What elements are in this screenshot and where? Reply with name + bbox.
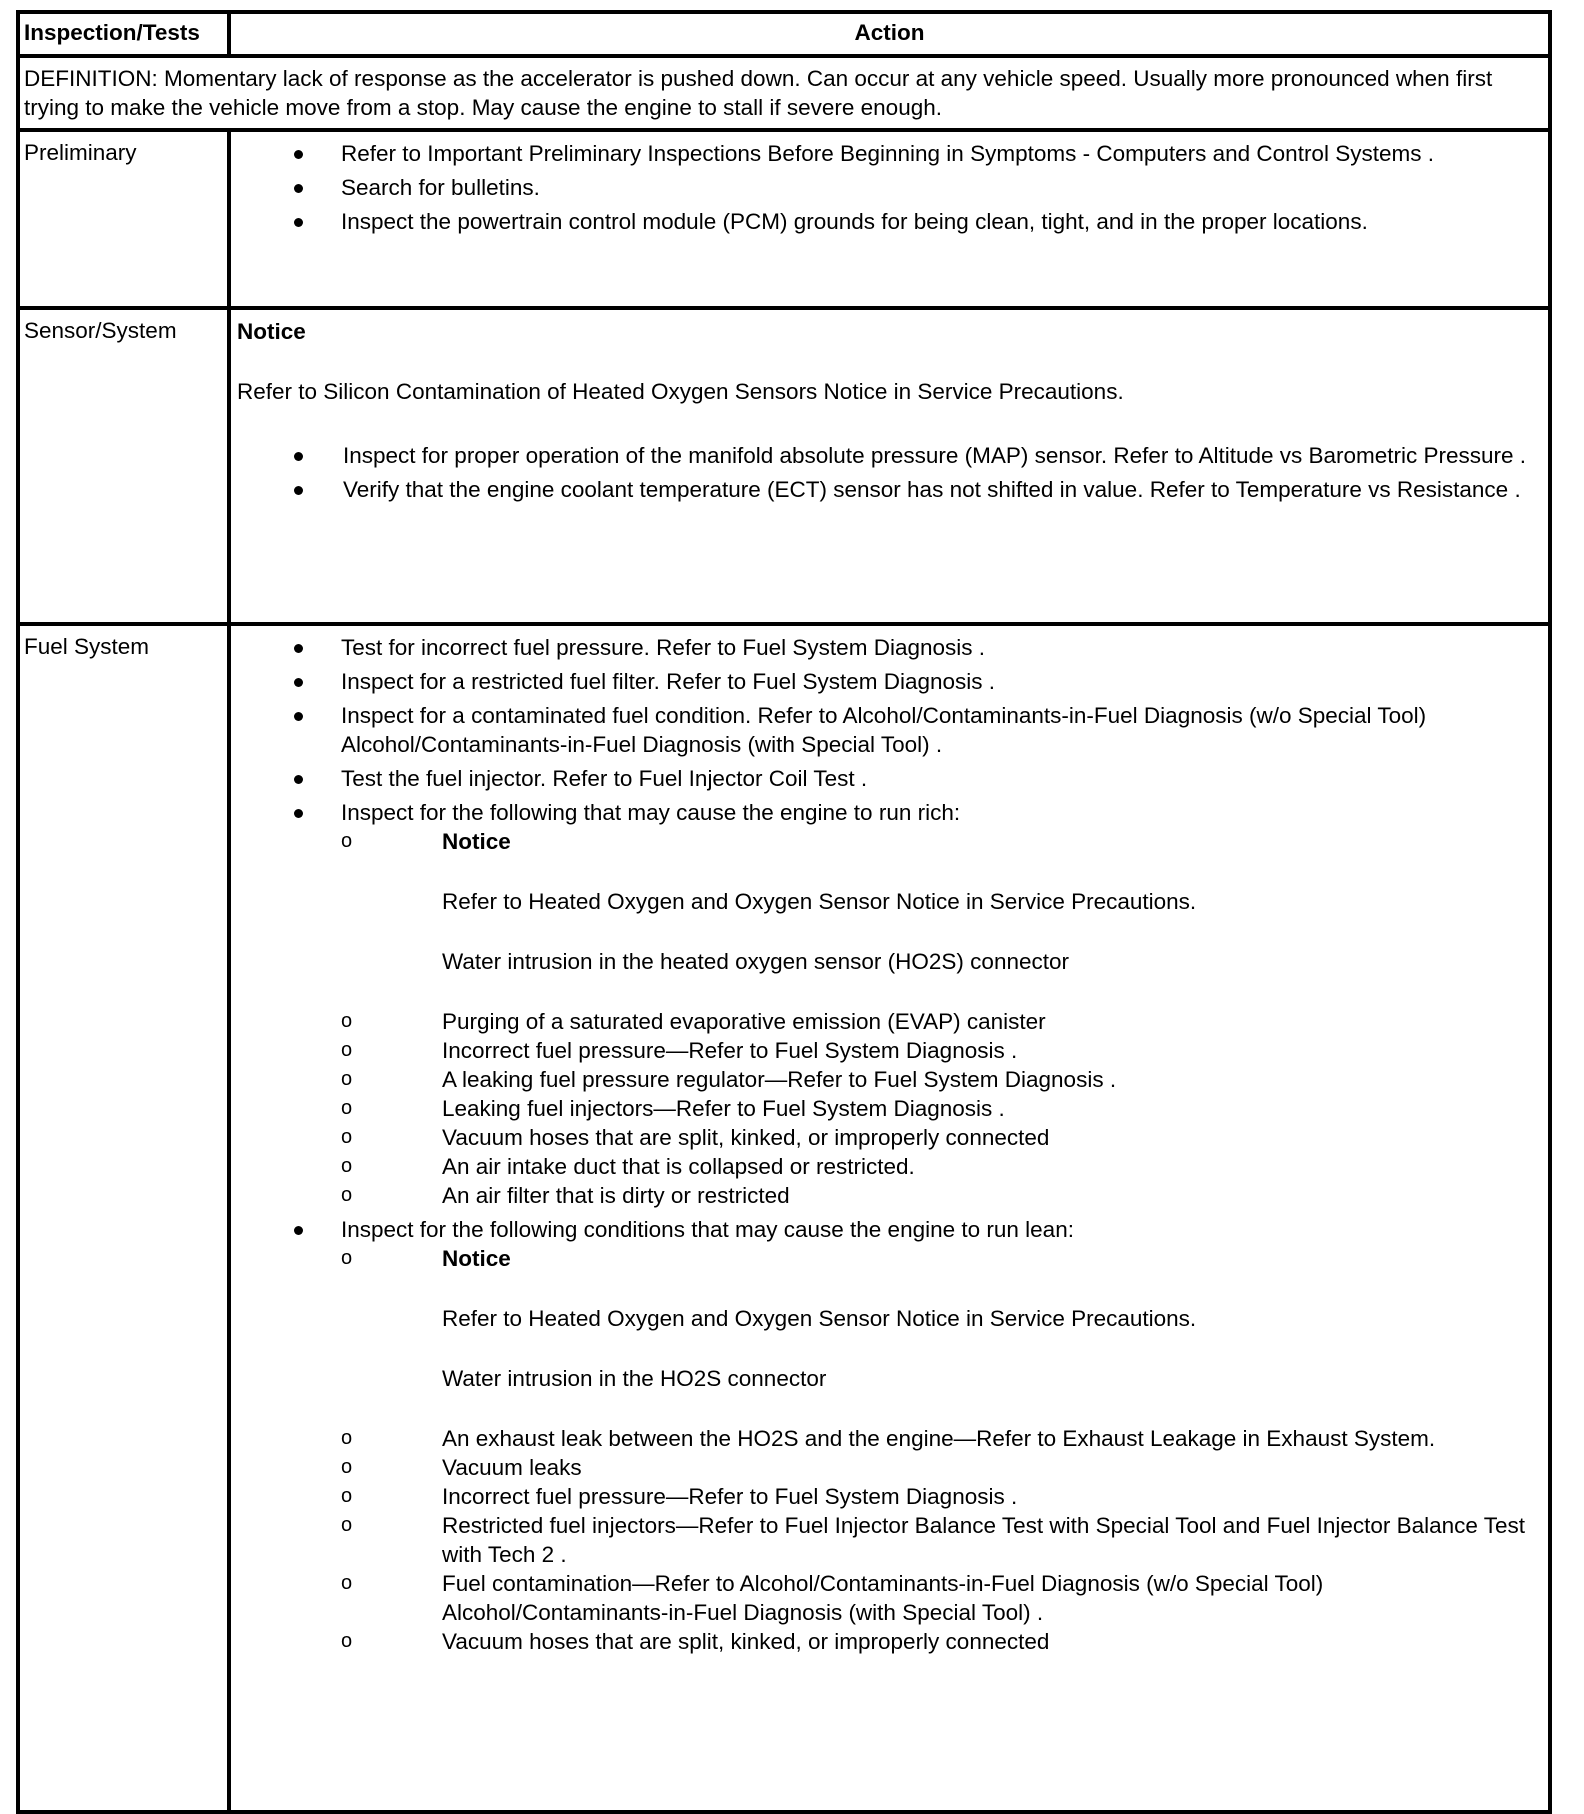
sublist-item <box>341 827 1528 1007</box>
sublist-item: o Incorrect fuel pressure—Refer to Fuel System Diagnosis . <box>341 1036 1528 1065</box>
sublist-item: o Fuel contamination—Refer to Alcohol/Contaminants-in-Fuel Diagnosis (w/o Special Tool) Alcohol/Contaminants-in-Fuel Diagnosis (with Special Tool) . <box>341 1569 1528 1627</box>
sublist-item: o A leaking fuel pressure regulator—Refer to Fuel System Diagnosis . <box>341 1065 1528 1094</box>
sublist-item: o An air intake duct that is collapsed or restricted. <box>341 1152 1528 1181</box>
sublist-item: o An air filter that is dirty or restricted <box>341 1181 1528 1210</box>
list-item: Refer to Important Preliminary Inspections Before Beginning in Symptoms - Computers and Control Systems . <box>237 139 1528 168</box>
sublist-item: o Restricted fuel injectors—Refer to Fuel Injector Balance Test with Special Tool and Fuel Injector Balance Test with Tech 2 . <box>341 1511 1528 1569</box>
fuel-list <box>237 633 1528 1656</box>
fuel-system-row <box>18 624 1550 1812</box>
sensor-list <box>237 441 1528 504</box>
fuel-system-label: Fuel System <box>18 624 229 1812</box>
definition-text: DEFINITION: Momentary lack of response as the accelerator is pushed down. Can occur at any vehicle speed. Usually more pronounced when first trying to make the vehicle move from a stop. May cause the engine to stall if severe enough. <box>18 56 1550 130</box>
rich-sublist <box>341 827 1528 1210</box>
header-row <box>18 12 1550 56</box>
notice-item: Water intrusion in the HO2S connector <box>442 1366 827 1391</box>
sublist-item: o Vacuum hoses that are split, kinked, or improperly connected <box>341 1627 1528 1656</box>
list-item: Test for incorrect fuel pressure. Refer to Fuel System Diagnosis . <box>237 633 1528 662</box>
sublist-item: o Vacuum leaks <box>341 1453 1528 1482</box>
notice-text: Refer to Heated Oxygen and Oxygen Sensor Notice in Service Precautions. <box>442 889 1197 914</box>
rich-intro: Inspect for the following that may cause the engine to run rich: <box>341 800 961 825</box>
notice-item: Water intrusion in the heated oxygen sensor (HO2S) connector <box>442 949 1069 974</box>
notice-text: Refer to Heated Oxygen and Oxygen Sensor Notice in Service Precautions. <box>442 1306 1197 1331</box>
header-inspection-tests: Inspection/Tests <box>18 12 229 56</box>
sublist-item: o Purging of a saturated evaporative emission (EVAP) canister <box>341 1007 1528 1036</box>
fuel-system-action <box>229 624 1550 1812</box>
lean-intro: Inspect for the following conditions that may cause the engine to run lean: <box>341 1217 1074 1242</box>
notice-title: o Notice <box>442 829 511 854</box>
notice-text: Refer to Silicon Contamination of Heated Oxygen Sensors Notice in Service Precautions. <box>237 379 1124 404</box>
list-item: Search for bulletins. <box>237 173 1528 202</box>
preliminary-list <box>237 139 1528 236</box>
lean-sublist <box>341 1244 1528 1656</box>
sensor-system-action <box>229 308 1550 624</box>
list-item: Inspect the powertrain control module (PCM) grounds for being clean, tight, and in the proper locations. <box>237 207 1528 236</box>
notice-title: Notice <box>237 319 306 344</box>
sensor-system-label: Sensor/System <box>18 308 229 624</box>
header-action: Action <box>229 12 1550 56</box>
list-item: Test the fuel injector. Refer to Fuel Injector Coil Test . <box>237 764 1528 793</box>
definition-row <box>18 56 1550 130</box>
sublist-item: o Leaking fuel injectors—Refer to Fuel System Diagnosis . <box>341 1094 1528 1123</box>
sublist-item <box>341 1244 1528 1424</box>
lean-conditions-item <box>237 1215 1528 1656</box>
notice-title: o Notice <box>442 1246 511 1271</box>
list-item: Verify that the engine coolant temperature (ECT) sensor has not shifted in value. Refer to Temperature vs Resistance . <box>237 475 1528 504</box>
preliminary-row <box>18 130 1550 308</box>
rich-conditions-item <box>237 798 1528 1210</box>
sublist-item: o Incorrect fuel pressure—Refer to Fuel System Diagnosis . <box>341 1482 1528 1511</box>
list-item: Inspect for proper operation of the manifold absolute pressure (MAP) sensor. Refer to Altitude vs Barometric Pressure . <box>237 441 1528 470</box>
preliminary-label: Preliminary <box>18 130 229 308</box>
list-item: Inspect for a contaminated fuel condition. Refer to Alcohol/Contaminants-in-Fuel Diagnosis (w/o Special Tool) Alcohol/Contaminants-in-Fuel Diagnosis (with Special Tool) . <box>237 701 1528 759</box>
sensor-system-row <box>18 308 1550 624</box>
preliminary-action <box>229 130 1550 308</box>
sublist-item: o An exhaust leak between the HO2S and the engine—Refer to Exhaust Leakage in Exhaust System. <box>341 1424 1528 1453</box>
diagnostic-table <box>16 10 1552 1814</box>
list-item: Inspect for a restricted fuel filter. Refer to Fuel System Diagnosis . <box>237 667 1528 696</box>
sublist-item: o Vacuum hoses that are split, kinked, or improperly connected <box>341 1123 1528 1152</box>
